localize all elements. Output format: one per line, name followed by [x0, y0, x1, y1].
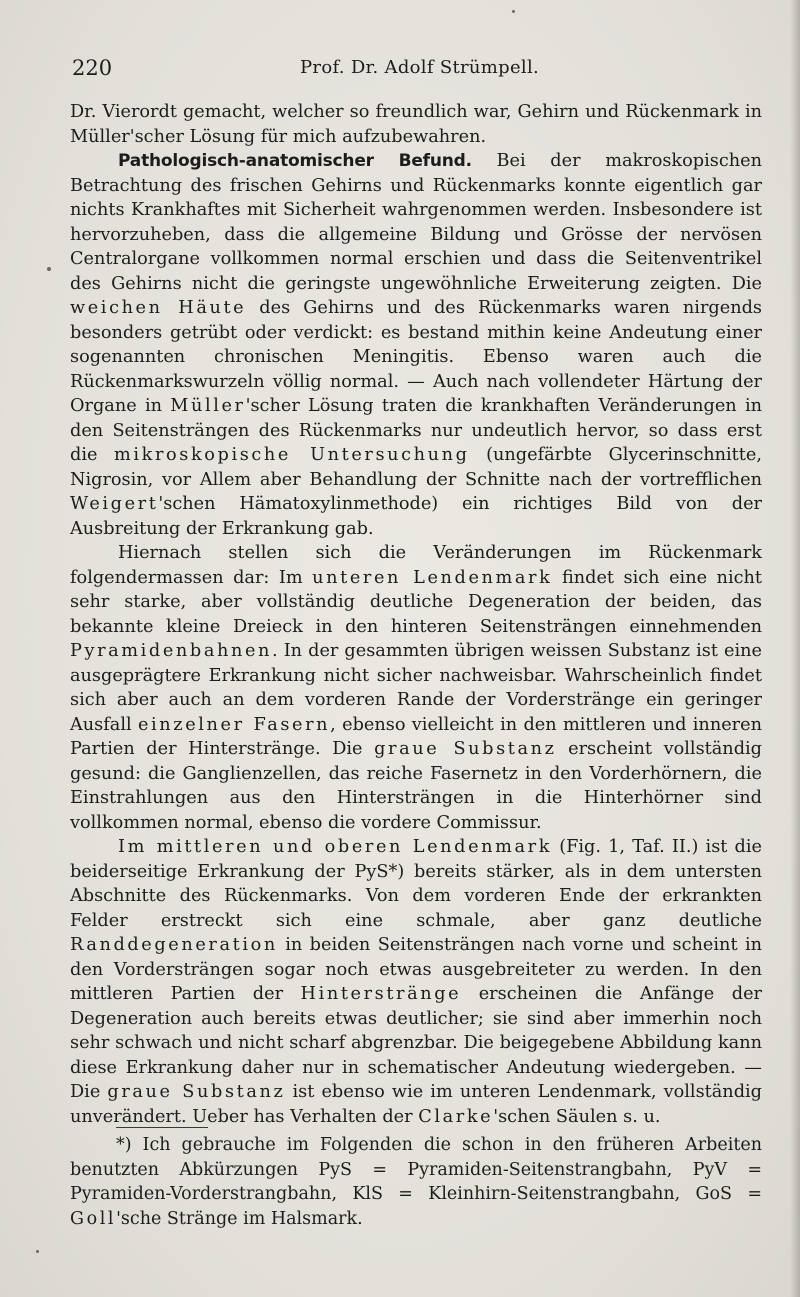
paragraph-3-text-b: findet sich eine nicht sehr starke, aber vollständig deutliche Degeneration der beiden, das bekannte kleine Dreieck in den hinteren Seitensträngen einnehmenden — [70, 567, 763, 637]
running-head: Prof. Dr. Adolf Strümpell. — [300, 57, 540, 78]
page-header — [70, 56, 760, 86]
spaced-term: mikroskopische Untersuchung — [114, 445, 470, 465]
paragraph-1 — [70, 100, 762, 149]
paper-speck — [47, 267, 51, 271]
spaced-term: unteren Lendenmark — [312, 567, 553, 588]
spaced-term: Randdegeneration — [70, 935, 278, 955]
paragraph-4-text-a: (Fig. 1, Taf. II.) ist die beiderseitige Erkrankung der PyS*) bereits stärker, als in dem untersten Abschnitte des Rückenmarks. Von dem vorderen Ende der erkrankten Felder erstreckt sich eine schmale, aber ganz deutliche — [70, 837, 762, 931]
paragraph-4-text-b: in beiden Seitensträngen nach vorne und scheint in den Vordersträngen sogar noch etwas ausgebreiteter zu werden. In den mittleren Partien der — [70, 935, 762, 1004]
paragraph-2 — [70, 149, 762, 541]
paragraph-1-text: Dr. Vierordt gemacht, welcher so freundlich war, Gehirn und Rückenmark in Müller'scher Lösung für mich aufzubewahren. — [70, 102, 762, 147]
paragraph-2-text-d: (ungefärbte Glycerinschnitte, Nigrosin, vor Allem aber Behandlung der Schnitte nach der vortrefflichen — [70, 445, 762, 490]
paragraph-2-text-a: Bei der makroskopischen Betrachtung des frischen Gehirns und Rückenmarks konnte eigentlich gar nichts Krankhaftes mit Sicherheit wahrgenommen werden. Insbesondere ist hervorzuheben, dass die allgemeine Bildung und Grösse der nervösen Centralorgane vollkommen normal erschien und dass die Seitenventrikel des Gehirns nicht die geringste ungewöhnliche Erweiterung zeigten. Die — [70, 151, 762, 294]
paragraph-4-text-c: erscheinen die Anfänge der Degeneration auch bereits etwas deutlicher; sie sind aber immerhin noch sehr schwach und nicht scharf abgrenzbar. Die beigegebene Abbildung kann diese Erkrankung daher nur in schematischer Andeutung wiedergeben. — Die — [70, 984, 762, 1102]
spaced-term: Pyramidenbahnen — [70, 641, 273, 661]
paragraph-4 — [70, 835, 762, 1129]
spaced-name: Weigert — [70, 494, 159, 514]
footnote — [70, 1133, 762, 1231]
paragraph-2-text-e: 'schen Hämatoxylinmethode) ein richtiges Bild von der Ausbreitung der Erkrankung gab. — [70, 494, 762, 539]
footnote-text — [70, 1133, 762, 1231]
paragraph-3-text-a: Hiernach stellen sich die Veränderungen im Rückenmark folgendermassen dar: Im — [70, 543, 762, 588]
paragraph-3-text-d: , ebenso vielleicht in den mittleren und inneren Partien der Hinterstränge. Die — [70, 714, 762, 759]
paragraph-2-text-b: des Gehirns und des Rückenmarks waren nirgends besonders getrübt oder verdickt: es bestand mithin keine Andeutung einer sogenannten chronischen Meningitis. Ebenso waren auch die Rückenmarkswurzeln völlig normal. — Auch nach vollendeter Härtung der Organe in — [70, 298, 762, 416]
paragraph-2-text-c: 'scher Lösung traten die krankhaften Veränderungen in den Seitensträngen des Rückenmarks nur undeutlich hervor, so dass erst die — [70, 396, 762, 465]
spaced-name: Clarke — [418, 1106, 494, 1127]
spaced-name: Goll — [70, 1208, 117, 1229]
paragraph-3-text-e: erscheint vollständig gesund: die Ganglienzellen, das reiche Fasernetz in den Vorderhörnern, die Einstrahlungen aus den Hintersträngen in die Hinterhörner sind vollkommen normal, ebenso die vordere Commissur. — [70, 739, 762, 833]
footnote-text-b: 'sche Stränge im Halsmark. — [116, 1208, 363, 1229]
spaced-term: weichen Häute — [70, 298, 247, 318]
spaced-name: Müller — [170, 396, 246, 416]
paper-speck — [36, 1250, 39, 1253]
section-heading: Pathologisch-anatomischer Befund. — [118, 151, 472, 171]
paragraph-4-text-e: 'schen Säulen s. u. — [493, 1106, 661, 1127]
spaced-term: einzelner Fasern — [137, 714, 331, 735]
spaced-term: graue Substanz — [107, 1082, 286, 1102]
paragraph-4-text-d: ist ebenso wie im unteren Lendenmark, vollständig unverändert. Ueber has Verhalten der — [70, 1082, 762, 1127]
spaced-term: Hinterstränge — [300, 984, 462, 1004]
footnote-divider — [116, 1127, 208, 1128]
footnote-text-a: *) Ich gebrauche im Folgenden die schon in den früheren Arbeiten benutzten Abkürzungen PyS = Pyramiden-Seitenstrangbahn, PyV = Pyramiden-Vorderstrangbahn, KlS = Kleinhirn-Seitenstrangbahn, GoS = — [70, 1135, 762, 1204]
page-number: 220 — [72, 56, 113, 80]
paper-speck — [512, 10, 515, 13]
paragraph-3 — [70, 541, 762, 835]
paragraph-3-text-c: . In der gesammten übrigen weissen Substanz ist eine ausgeprägtere Erkrankung nicht sicher nachweisbar. Wahrscheinlich findet sich aber auch an dem vorderen Rande der Vorderstränge ein geringer Ausfall — [70, 641, 762, 735]
body-text — [70, 100, 762, 1129]
page-edge-shadow — [790, 0, 800, 1297]
spaced-term: graue Substanz — [374, 739, 557, 759]
spaced-term: Im mittleren und oberen Lendenmark — [118, 837, 553, 857]
